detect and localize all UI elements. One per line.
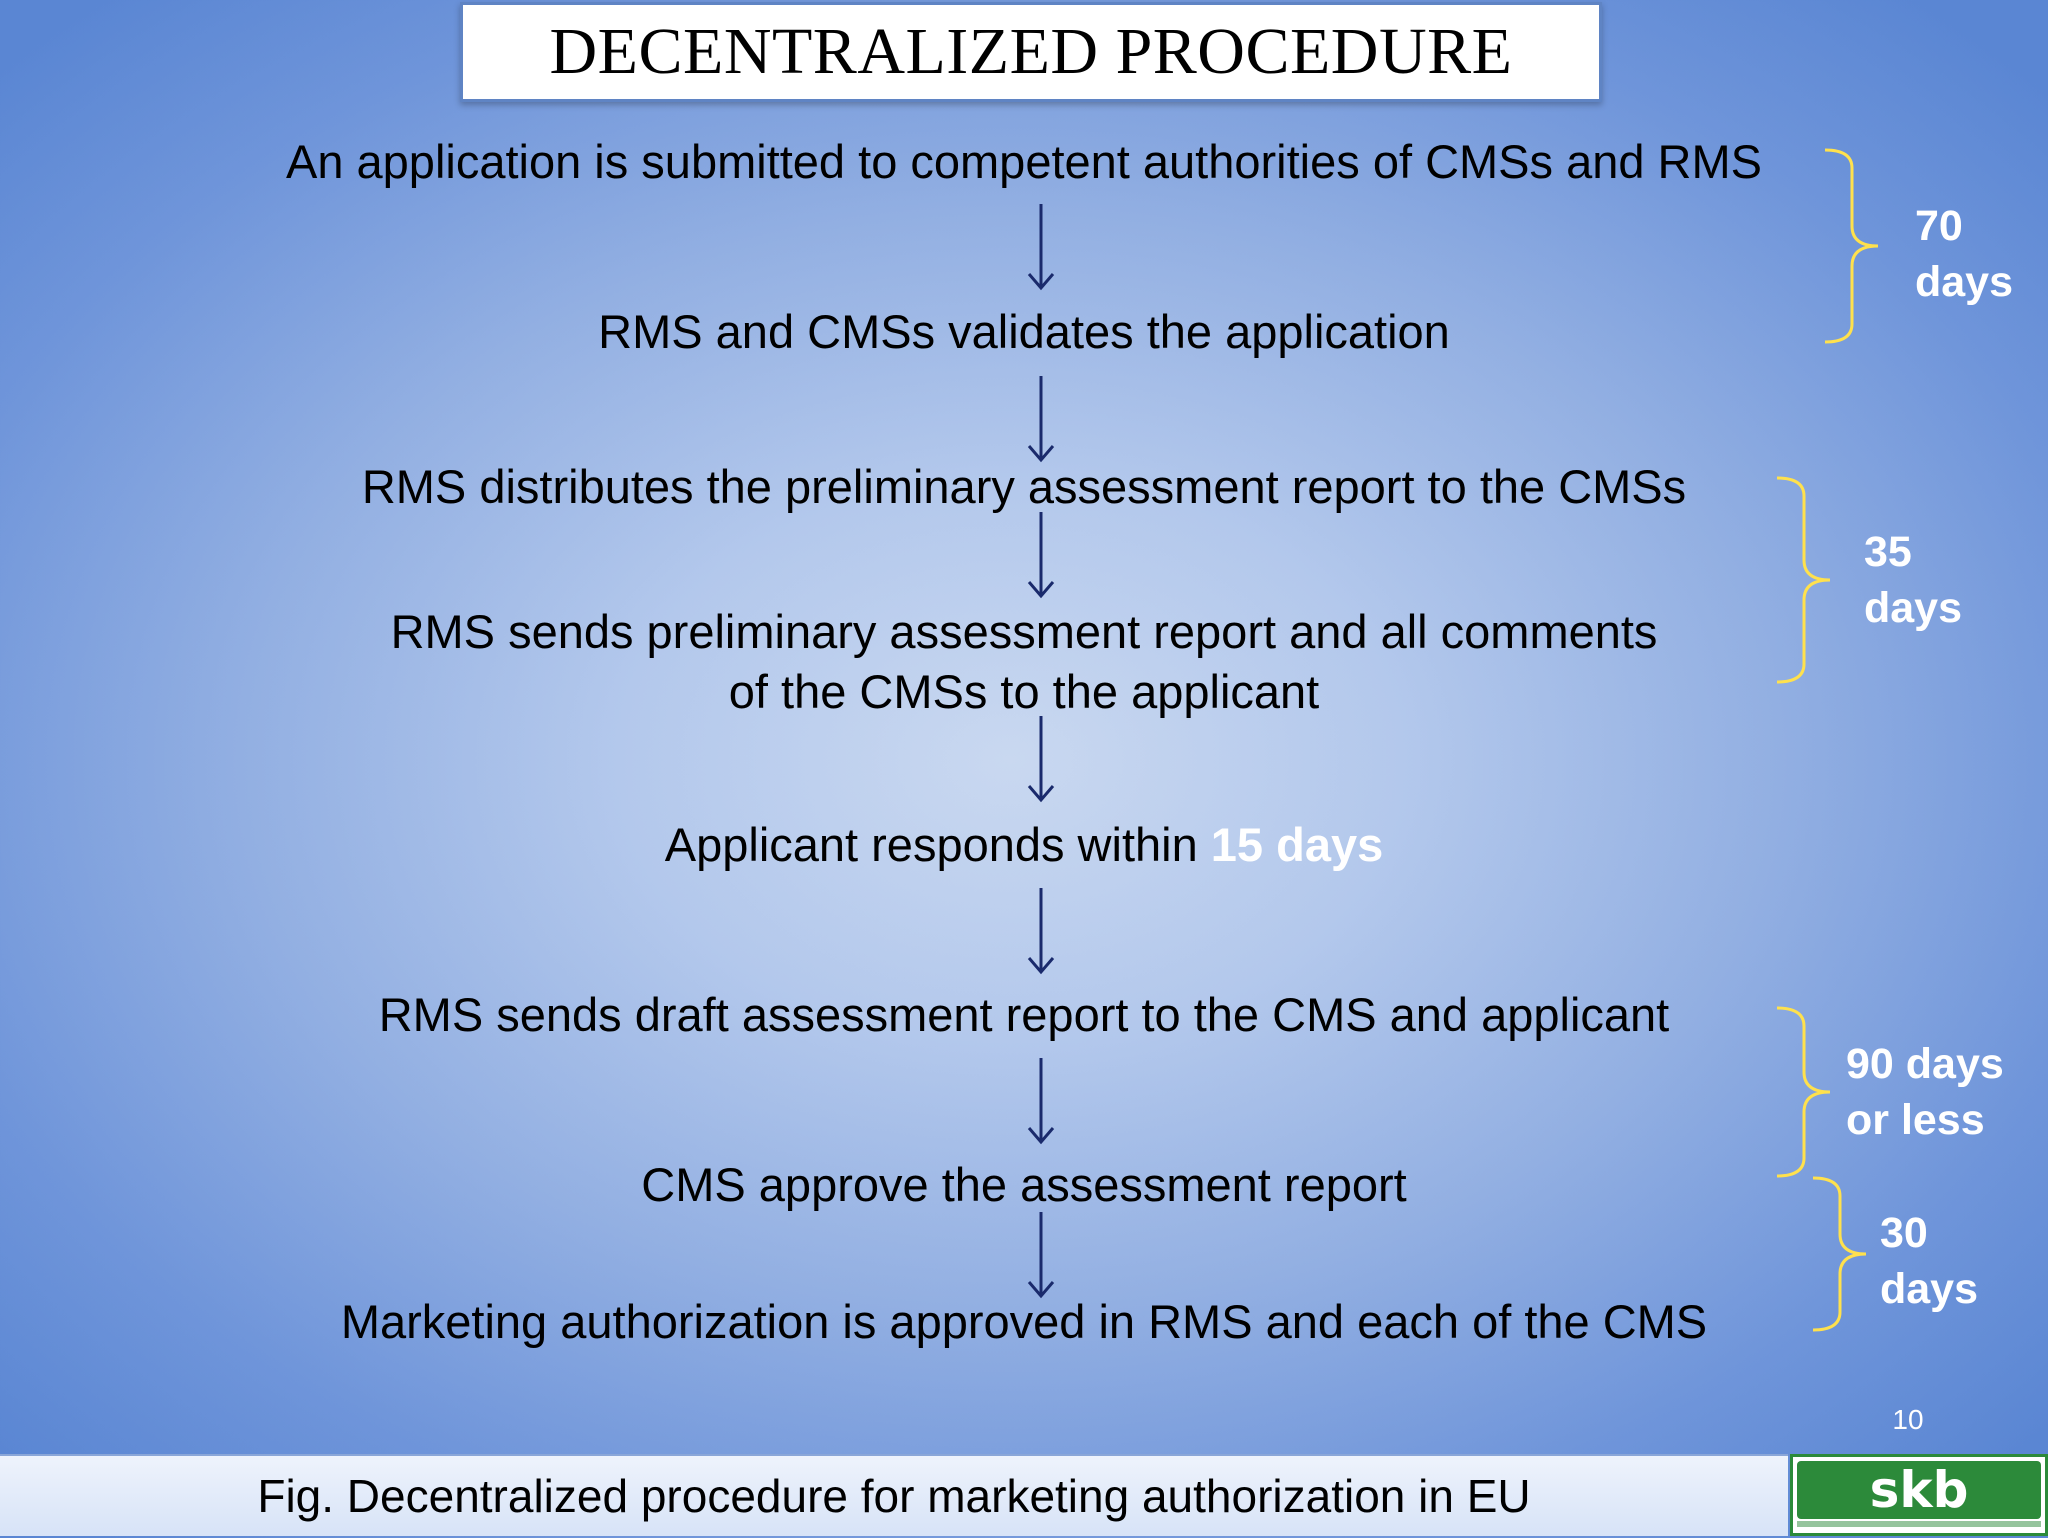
step-8: Marketing authorization is approved in RMS and each of the CMS xyxy=(340,1295,1708,1348)
arrow-down-icon-2 xyxy=(1026,374,1056,464)
step-2: RMS and CMSs validates the application xyxy=(598,305,1450,358)
arrow-down-icon-1 xyxy=(1026,202,1056,292)
duration-35-days xyxy=(1864,524,1962,636)
brace-icon-2 xyxy=(1772,476,1832,684)
step-6: RMS sends draft assessment report to the CMS and applicant xyxy=(378,988,1670,1041)
duration-2-line-1: 35 xyxy=(1864,528,1912,576)
duration-90-days xyxy=(1846,1036,2004,1148)
skb-logo-icon xyxy=(1793,1457,2045,1533)
duration-1-line-2: days xyxy=(1915,258,2014,306)
arrow-down-icon-3 xyxy=(1026,510,1056,600)
step-4 xyxy=(0,602,2048,722)
page-title: DECENTRALIZED PROCEDURE xyxy=(549,15,1513,88)
arrow-down-icon-6 xyxy=(1026,1056,1056,1146)
step-7: CMS approve the assessment report xyxy=(641,1158,1407,1211)
skb-logo xyxy=(1790,1454,2048,1536)
step-1: An application is submitted to competent authorities of CMSs and RMS xyxy=(285,135,1762,188)
duration-2-line-2: days xyxy=(1864,584,1963,632)
page-number: 10 xyxy=(1892,1404,1924,1435)
title-box xyxy=(460,2,1602,102)
duration-4-line-2: days xyxy=(1880,1265,1979,1313)
step-3: RMS distributes the preliminary assessment report to the CMSs xyxy=(361,460,1687,513)
svg-text:skb: skb xyxy=(1869,1461,1969,1519)
step-4-line-1: RMS sends preliminary assessment report and all comments xyxy=(390,605,1658,658)
caption-bar xyxy=(0,1454,1788,1536)
duration-70-days xyxy=(1915,198,2013,310)
step-5-highlight: 15 days xyxy=(1210,818,1384,871)
arrow-down-icon-4 xyxy=(1026,714,1056,804)
duration-3-line-1: 90 days xyxy=(1846,1040,2004,1088)
step-5-text: Applicant responds within xyxy=(664,818,1211,871)
duration-4-line-1: 30 xyxy=(1880,1209,1928,1257)
brace-icon-3 xyxy=(1772,1006,1832,1178)
brace-icon-4 xyxy=(1808,1176,1868,1332)
brace-icon-1 xyxy=(1820,148,1880,344)
duration-3-line-2: or less xyxy=(1846,1096,1985,1144)
arrow-down-icon-7 xyxy=(1026,1210,1056,1300)
step-4-line-2: of the CMSs to the applicant xyxy=(728,665,1320,718)
figure-caption: Fig. Decentralized procedure for marketing authorization in EU xyxy=(257,1470,1531,1522)
duration-30-days xyxy=(1880,1205,1978,1317)
arrow-down-icon-5 xyxy=(1026,886,1056,976)
step-5 xyxy=(0,815,2048,875)
duration-1-line-1: 70 xyxy=(1915,202,1963,250)
